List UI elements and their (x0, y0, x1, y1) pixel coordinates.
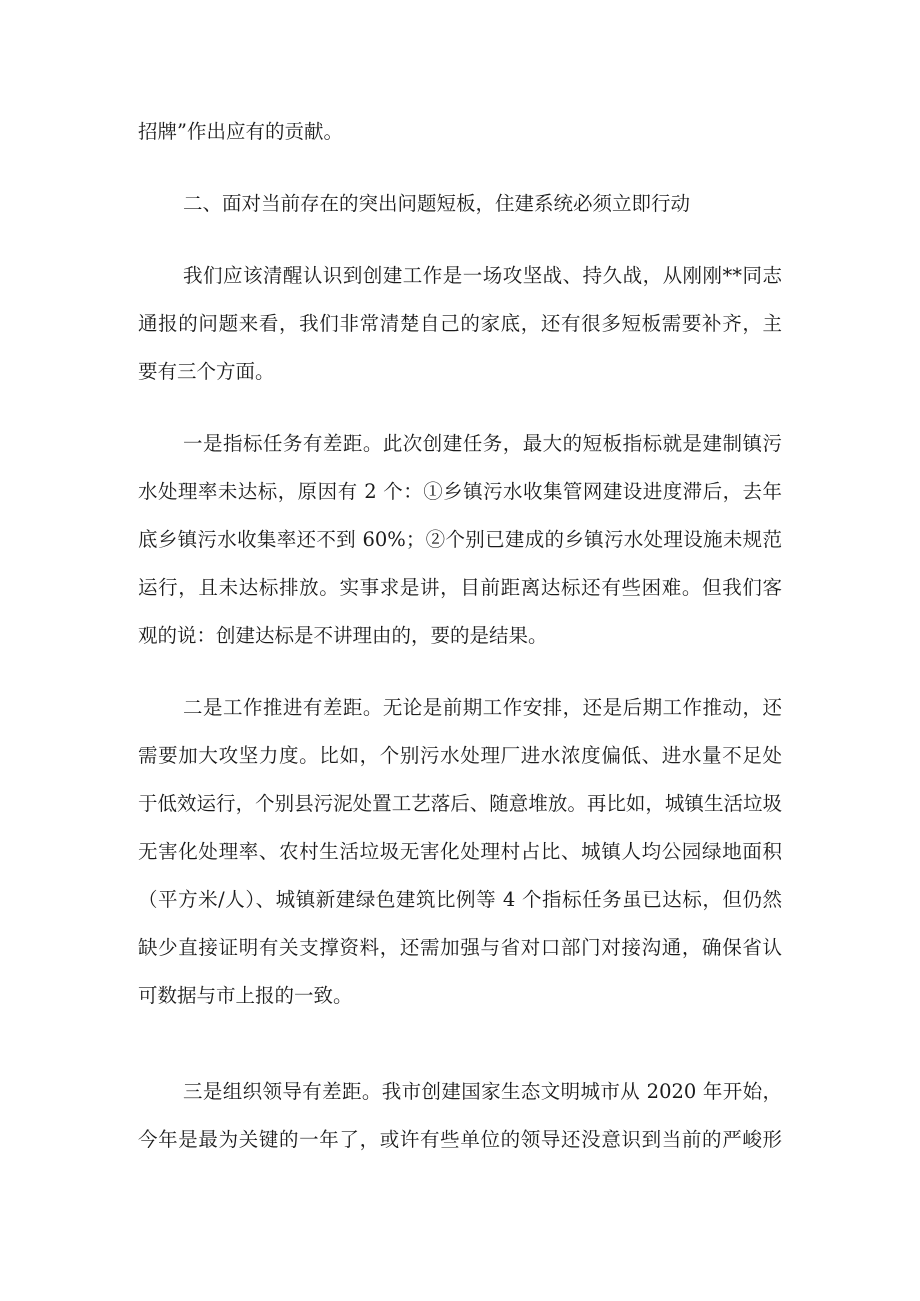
text-line: 需要加大攻坚力度。比如，个别污水处理厂进水浓度偏低、进水量不足处 (138, 744, 782, 767)
text-line: 招牌”作出应有的贡献。 (138, 120, 343, 143)
section-heading: 二、面对当前存在的突出问题短板，住建系统必须立即行动 (183, 192, 691, 215)
text-line: 通报的问题来看，我们非常清楚自己的家底，还有很多短板需要补齐，主 (138, 312, 782, 335)
text-line: 缺少直接证明有关支撑资料，还需加强与省对口部门对接沟通，确保省认 (138, 936, 782, 959)
text-line: 二是工作推进有差距。无论是前期工作安排，还是后期工作推动，还 (183, 696, 782, 719)
text-line: 可数据与市上报的一致。 (138, 984, 353, 1007)
text-line: 水处理率未达标，原因有 2 个：①乡镇污水收集管网建设进度滞后，去年 (138, 480, 782, 503)
text-line: 三是组织领导有差距。我市创建国家生态文明城市从 2020 年开始， (183, 1080, 782, 1103)
text-line: 底乡镇污水收集率还不到 60%；②个别已建成的乡镇污水处理设施未规范 (138, 528, 782, 551)
text-line: 于低效运行，个别县污泥处置工艺落后、随意堆放。再比如，城镇生活垃圾 (138, 792, 782, 815)
text-line: （平方米/人）、城镇新建绿色建筑比例等 4 个指标任务虽已达标，但仍然 (138, 888, 782, 911)
text-line: 要有三个方面。 (138, 360, 275, 383)
text-line: 今年是最为关键的一年了，或许有些单位的领导还没意识到当前的严峻形 (138, 1128, 782, 1151)
text-line: 运行，且未达标排放。实事求是讲，目前距离达标还有些困难。但我们客 (138, 576, 782, 599)
text-line: 观的说：创建达标是不讲理由的，要的是结果。 (138, 624, 548, 647)
text-line: 无害化处理率、农村生活垃圾无害化处理村占比、城镇人均公园绿地面积 (138, 840, 782, 863)
text-line: 一是指标任务有差距。此次创建任务，最大的短板指标就是建制镇污 (183, 432, 782, 455)
text-line: 我们应该清醒认识到创建工作是一场攻坚战、持久战，从刚刚**同志 (183, 264, 782, 287)
